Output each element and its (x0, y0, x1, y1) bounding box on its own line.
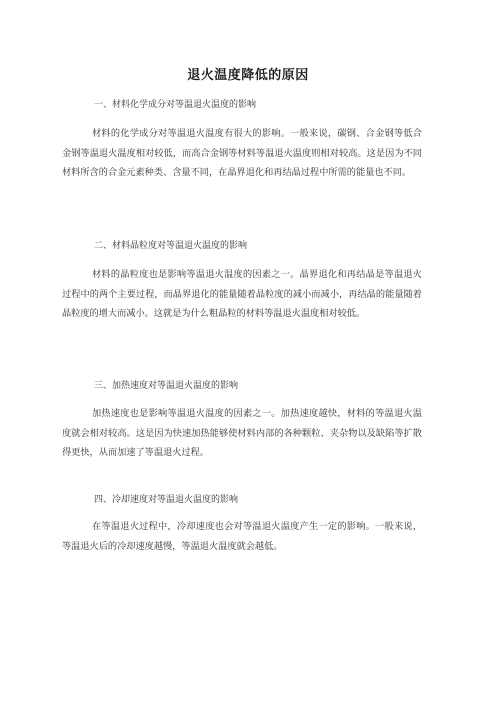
section-heading-3: 三、加热速度对等温退火温度的影响 (94, 381, 239, 391)
section-heading-4: 四、冷却速度对等温退火温度的影响 (94, 495, 239, 505)
section-body-4: 在等温退火过程中，冷却速度也会对等温退火温度产生一定的影响。一般来说，等温退火后的冷却速度越慢，等温退火温度就会越低。 (62, 521, 422, 552)
section-body-2: 材料的晶粒度也是影响等温退火温度的因素之一。晶界退化和再结晶是等温退火过程中的两个主要过程，而晶界退化的能量随着晶粒度的减小而减小，再结晶的能量随着晶粒度的增大而减小。这就是为什么粗晶粒的材料等温退火温度相对较低。 (62, 269, 422, 319)
section-heading-2: 二、材料晶粒度对等温退火温度的影响 (94, 241, 248, 251)
section-body-1: 材料的化学成分对等温退火温度有很大的影响。一般来说，碳钢、合金钢等低合金钢等温退火温度相对较低，而高合金钢等材料等温退火温度则相对较高。这是因为不同材料所含的合金元素种类、含量不同，在晶界退化和再结晶过程中所需的能量也不同。 (62, 128, 422, 178)
section-body-3: 加热速度也是影响等温退火温度的因素之一。加热速度越快，材料的等温退火温度就会相对较高。这是因为快速加热能够使材料内部的各种颗粒、夹杂物以及缺陷等扩散得更快，从而加速了等温退火过程。 (62, 408, 422, 458)
document-title: 退火温度降低的原因 (187, 68, 309, 83)
section-heading-1: 一、材料化学成分对等温退火温度的影响 (94, 100, 257, 110)
